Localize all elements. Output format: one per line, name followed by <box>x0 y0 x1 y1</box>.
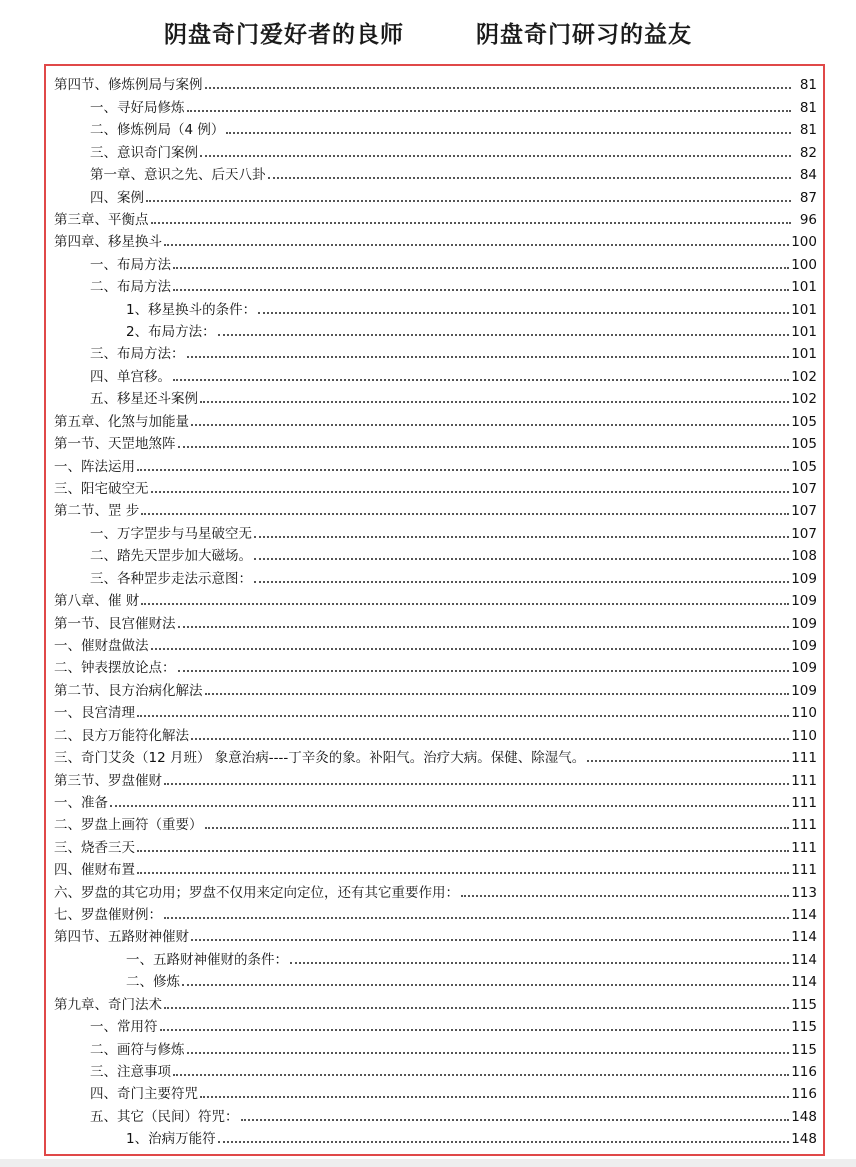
toc-entry[interactable] <box>54 790 817 812</box>
toc-entry-title: 四、奇门主要符咒 <box>90 1086 198 1103</box>
toc-dot-leader <box>187 1052 790 1054</box>
toc-entry-title: 一、万字罡步与马星破空无 <box>90 525 252 542</box>
toc-dot-leader <box>182 984 789 986</box>
toc-entry[interactable] <box>54 1036 817 1058</box>
toc-entry[interactable] <box>54 969 817 991</box>
toc-entry-title: 五、移星还斗案例 <box>90 391 198 408</box>
toc-entry[interactable] <box>54 633 817 655</box>
toc-entry-page: 84 <box>799 167 817 184</box>
toc-entry[interactable] <box>54 229 817 251</box>
toc-entry-title: 四、案例 <box>90 189 144 206</box>
toc-entry-page: 105 <box>791 436 817 453</box>
toc-entry[interactable] <box>54 655 817 677</box>
toc-entry-title: 第一节、天罡地煞阵 <box>54 436 176 453</box>
toc-dot-leader <box>191 738 789 740</box>
toc-dot-leader <box>137 850 789 852</box>
toc-dot-leader <box>173 379 789 381</box>
toc-entry[interactable] <box>54 588 817 610</box>
toc-dot-leader <box>173 289 789 291</box>
toc-entry-page: 111 <box>791 772 817 789</box>
toc-entry-title: 四、单宫移。 <box>90 368 171 385</box>
table-of-contents <box>44 64 825 1156</box>
toc-entry[interactable] <box>54 94 817 116</box>
toc-entry-title: 六、罗盘的其它功用；罗盘不仅用来定向定位，还有其它重要作用： <box>54 884 459 901</box>
bottom-scroll-strip <box>0 1159 856 1167</box>
toc-entry-page: 105 <box>791 458 817 475</box>
toc-dot-leader <box>141 603 789 605</box>
toc-entry-page: 110 <box>791 705 817 722</box>
toc-entry-page: 105 <box>791 413 817 430</box>
toc-entry-page: 101 <box>791 324 817 341</box>
toc-entry-page: 81 <box>799 122 817 139</box>
toc-entry[interactable] <box>54 1103 817 1125</box>
toc-entry[interactable] <box>54 363 817 385</box>
toc-entry-page: 116 <box>791 1063 817 1080</box>
toc-entry[interactable] <box>54 296 817 318</box>
toc-entry-title: 三、奇门艾灸（12 月班） 象意治病----丁辛灸的象。补阳气。治疗大病。保健、除湿气。 <box>54 750 586 767</box>
toc-dot-leader <box>164 917 789 919</box>
toc-entry-page: 81 <box>799 99 817 116</box>
toc-dot-leader <box>178 446 790 448</box>
toc-entry[interactable] <box>54 431 817 453</box>
toc-entry[interactable] <box>54 341 817 363</box>
header-left-motto: 阴盘奇门爱好者的良师 <box>164 22 404 48</box>
toc-entry-page: 111 <box>791 817 817 834</box>
toc-entry-page: 81 <box>799 77 817 94</box>
toc-entry-page: 115 <box>791 1041 817 1058</box>
toc-entry[interactable] <box>54 946 817 968</box>
toc-entry-title: 三、意识奇门案例 <box>90 144 198 161</box>
toc-entry-title: 四、催财布置 <box>54 862 135 879</box>
toc-entry-title: 一、常用符 <box>90 1019 158 1036</box>
toc-entry[interactable] <box>54 207 817 229</box>
toc-entry-title: 三、布局方法： <box>90 346 185 363</box>
toc-entry-title: 二、钟表摆放论点： <box>54 660 176 677</box>
toc-entry-page: 108 <box>791 548 817 565</box>
toc-entry-title: 第九章、奇门法术 <box>54 996 162 1013</box>
toc-entry[interactable] <box>54 834 817 856</box>
toc-dot-leader <box>191 939 789 941</box>
toc-entry-page: 101 <box>791 346 817 363</box>
toc-dot-leader <box>137 872 789 874</box>
toc-entry-page: 114 <box>791 907 817 924</box>
toc-entry-page: 107 <box>791 503 817 520</box>
toc-entry[interactable] <box>54 520 817 542</box>
toc-dot-leader <box>218 1141 790 1143</box>
toc-dot-leader <box>226 132 791 134</box>
toc-entry-title: 二、罗盘上画符（重要） <box>54 817 203 834</box>
toc-entry-page: 107 <box>791 481 817 498</box>
toc-entry-title: 一、催财盘做法 <box>54 637 149 654</box>
toc-entry-page: 111 <box>791 862 817 879</box>
toc-dot-leader <box>187 356 790 358</box>
toc-entry-title: 五、其它（民间）符咒： <box>90 1108 239 1125</box>
toc-entry-page: 111 <box>791 750 817 767</box>
toc-dot-leader <box>164 783 789 785</box>
toc-entry[interactable] <box>54 700 817 722</box>
toc-entry[interactable] <box>54 408 817 430</box>
toc-entry-page: 109 <box>791 660 817 677</box>
toc-dot-leader <box>200 1096 789 1098</box>
toc-entry-page: 100 <box>791 234 817 251</box>
toc-entry-title: 三、各种罡步走法示意图： <box>90 570 252 587</box>
toc-dot-leader <box>290 962 789 964</box>
toc-entry[interactable] <box>54 319 817 341</box>
toc-entry-page: 116 <box>791 1086 817 1103</box>
toc-dot-leader <box>137 469 789 471</box>
toc-dot-leader <box>173 267 789 269</box>
toc-entry[interactable] <box>54 565 817 587</box>
toc-entry-page: 114 <box>791 974 817 991</box>
toc-entry-title: 二、踏先天罡步加大磁场。 <box>90 548 252 565</box>
toc-entry-page: 101 <box>791 301 817 318</box>
toc-entry-page: 148 <box>791 1108 817 1125</box>
toc-entry-title: 一、布局方法 <box>90 256 171 273</box>
toc-entry[interactable] <box>54 879 817 901</box>
toc-entry-title: 二、画符与修炼 <box>90 1041 185 1058</box>
toc-entry-page: 109 <box>791 682 817 699</box>
toc-entry-page: 148 <box>791 1131 817 1148</box>
toc-entry[interactable] <box>54 1059 817 1081</box>
toc-dot-leader <box>151 491 790 493</box>
toc-entry-title: 三、注意事项 <box>90 1063 171 1080</box>
toc-entry[interactable] <box>54 1014 817 1036</box>
toc-dot-leader <box>461 895 789 897</box>
toc-entry-page: 110 <box>791 727 817 744</box>
toc-dot-leader <box>587 760 789 762</box>
toc-entry[interactable] <box>54 184 817 206</box>
toc-entry-page: 107 <box>791 525 817 542</box>
toc-entry-page: 100 <box>791 256 817 273</box>
toc-dot-leader <box>164 244 789 246</box>
toc-dot-leader <box>200 401 789 403</box>
toc-entry-title: 第四章、移星换斗 <box>54 234 162 251</box>
toc-entry-title: 二、艮方万能符化解法 <box>54 727 189 744</box>
toc-dot-leader <box>160 1029 790 1031</box>
toc-dot-leader <box>151 648 790 650</box>
toc-entry-title: 一、阵法运用 <box>54 458 135 475</box>
toc-entry[interactable] <box>54 610 817 632</box>
toc-entry-title: 一、五路财神催财的条件： <box>126 951 288 968</box>
toc-entry-title: 第二节、艮方治病化解法 <box>54 682 203 699</box>
toc-entry-page: 111 <box>791 794 817 811</box>
toc-dot-leader <box>205 87 792 89</box>
toc-entry[interactable] <box>54 745 817 767</box>
toc-entry[interactable] <box>54 274 817 296</box>
toc-entry[interactable] <box>54 722 817 744</box>
toc-entry-page: 102 <box>791 368 817 385</box>
toc-entry[interactable] <box>54 453 817 475</box>
toc-entry[interactable] <box>54 1081 817 1103</box>
toc-entry-title: 二、修炼 <box>126 974 180 991</box>
toc-entry-title: 1、治病万能符 <box>126 1131 216 1148</box>
toc-entry-page: 115 <box>791 996 817 1013</box>
header-right-motto: 阴盘奇门研习的益友 <box>476 22 692 48</box>
toc-dot-leader <box>191 424 789 426</box>
page-header <box>0 16 856 56</box>
toc-entry-title: 第三节、罗盘催财 <box>54 772 162 789</box>
toc-entry[interactable] <box>54 857 817 879</box>
toc-entry-title: 第一章、意识之先、后天八卦 <box>90 167 266 184</box>
toc-dot-leader <box>254 536 789 538</box>
toc-entry-title: 一、准备 <box>54 794 108 811</box>
toc-entry-page: 109 <box>791 570 817 587</box>
toc-entry-title: 2、布局方法： <box>126 324 216 341</box>
toc-entry-page: 101 <box>791 279 817 296</box>
toc-dot-leader <box>187 110 792 112</box>
toc-entry[interactable] <box>54 543 817 565</box>
toc-entry-page: 111 <box>791 839 817 856</box>
toc-entry-title: 第四节、修炼例局与案例 <box>54 77 203 94</box>
toc-entry-title: 第一节、艮宫催财法 <box>54 615 176 632</box>
toc-dot-leader <box>241 1119 790 1121</box>
toc-entry-title: 二、布局方法 <box>90 279 171 296</box>
toc-dot-leader <box>205 693 790 695</box>
toc-entry-page: 96 <box>799 211 817 228</box>
toc-entry[interactable] <box>54 924 817 946</box>
toc-entry-title: 第四节、五路财神催财 <box>54 929 189 946</box>
toc-entry-title: 第三章、平衡点 <box>54 211 149 228</box>
toc-entry-page: 109 <box>791 615 817 632</box>
toc-entry[interactable] <box>54 117 817 139</box>
toc-dot-leader <box>178 626 790 628</box>
toc-entry[interactable] <box>54 677 817 699</box>
toc-entry-title: 一、寻好局修炼 <box>90 99 185 116</box>
toc-dot-leader <box>164 1007 789 1009</box>
toc-entry[interactable] <box>54 498 817 520</box>
toc-entry[interactable] <box>54 812 817 834</box>
toc-dot-leader <box>151 222 792 224</box>
toc-dot-leader <box>137 715 789 717</box>
toc-entry-title: 第八章、催 财 <box>54 593 140 610</box>
toc-entry[interactable] <box>54 767 817 789</box>
toc-dot-leader <box>218 334 790 336</box>
toc-dot-leader <box>146 200 791 202</box>
toc-list <box>54 72 817 1148</box>
toc-entry[interactable] <box>54 476 817 498</box>
toc-entry-page: 109 <box>791 637 817 654</box>
toc-entry-page: 109 <box>791 593 817 610</box>
toc-entry-page: 102 <box>791 391 817 408</box>
toc-entry-page: 113 <box>791 884 817 901</box>
toc-entry-title: 七、罗盘催财例： <box>54 907 162 924</box>
toc-entry-title: 1、移星换斗的条件： <box>126 301 257 318</box>
toc-entry-title: 一、艮宫清理 <box>54 705 135 722</box>
toc-entry-title: 第五章、化煞与加能量 <box>54 413 189 430</box>
toc-entry-title: 三、阳宅破空无 <box>54 481 149 498</box>
toc-entry[interactable] <box>54 991 817 1013</box>
toc-entry-page: 87 <box>799 189 817 206</box>
toc-dot-leader <box>205 827 790 829</box>
toc-dot-leader <box>258 312 789 314</box>
toc-entry[interactable] <box>54 72 817 94</box>
toc-entry-page: 82 <box>799 144 817 161</box>
toc-entry[interactable] <box>54 386 817 408</box>
toc-entry-page: 114 <box>791 951 817 968</box>
toc-entry[interactable] <box>54 902 817 924</box>
toc-entry[interactable] <box>54 139 817 161</box>
toc-entry-title: 二、修炼例局（4 例） <box>90 122 225 139</box>
toc-dot-leader <box>254 558 789 560</box>
toc-entry-title: 第二节、罡 步 <box>54 503 140 520</box>
toc-dot-leader <box>178 670 790 672</box>
toc-dot-leader <box>268 177 792 179</box>
toc-dot-leader <box>254 581 789 583</box>
toc-entry-title: 三、烧香三天 <box>54 839 135 856</box>
toc-dot-leader <box>200 155 791 157</box>
toc-entry[interactable] <box>54 1126 817 1148</box>
toc-entry[interactable] <box>54 162 817 184</box>
toc-entry-page: 114 <box>791 929 817 946</box>
toc-dot-leader <box>173 1074 789 1076</box>
toc-entry-page: 115 <box>791 1019 817 1036</box>
toc-dot-leader <box>141 513 789 515</box>
toc-dot-leader <box>110 805 789 807</box>
toc-entry[interactable] <box>54 251 817 273</box>
